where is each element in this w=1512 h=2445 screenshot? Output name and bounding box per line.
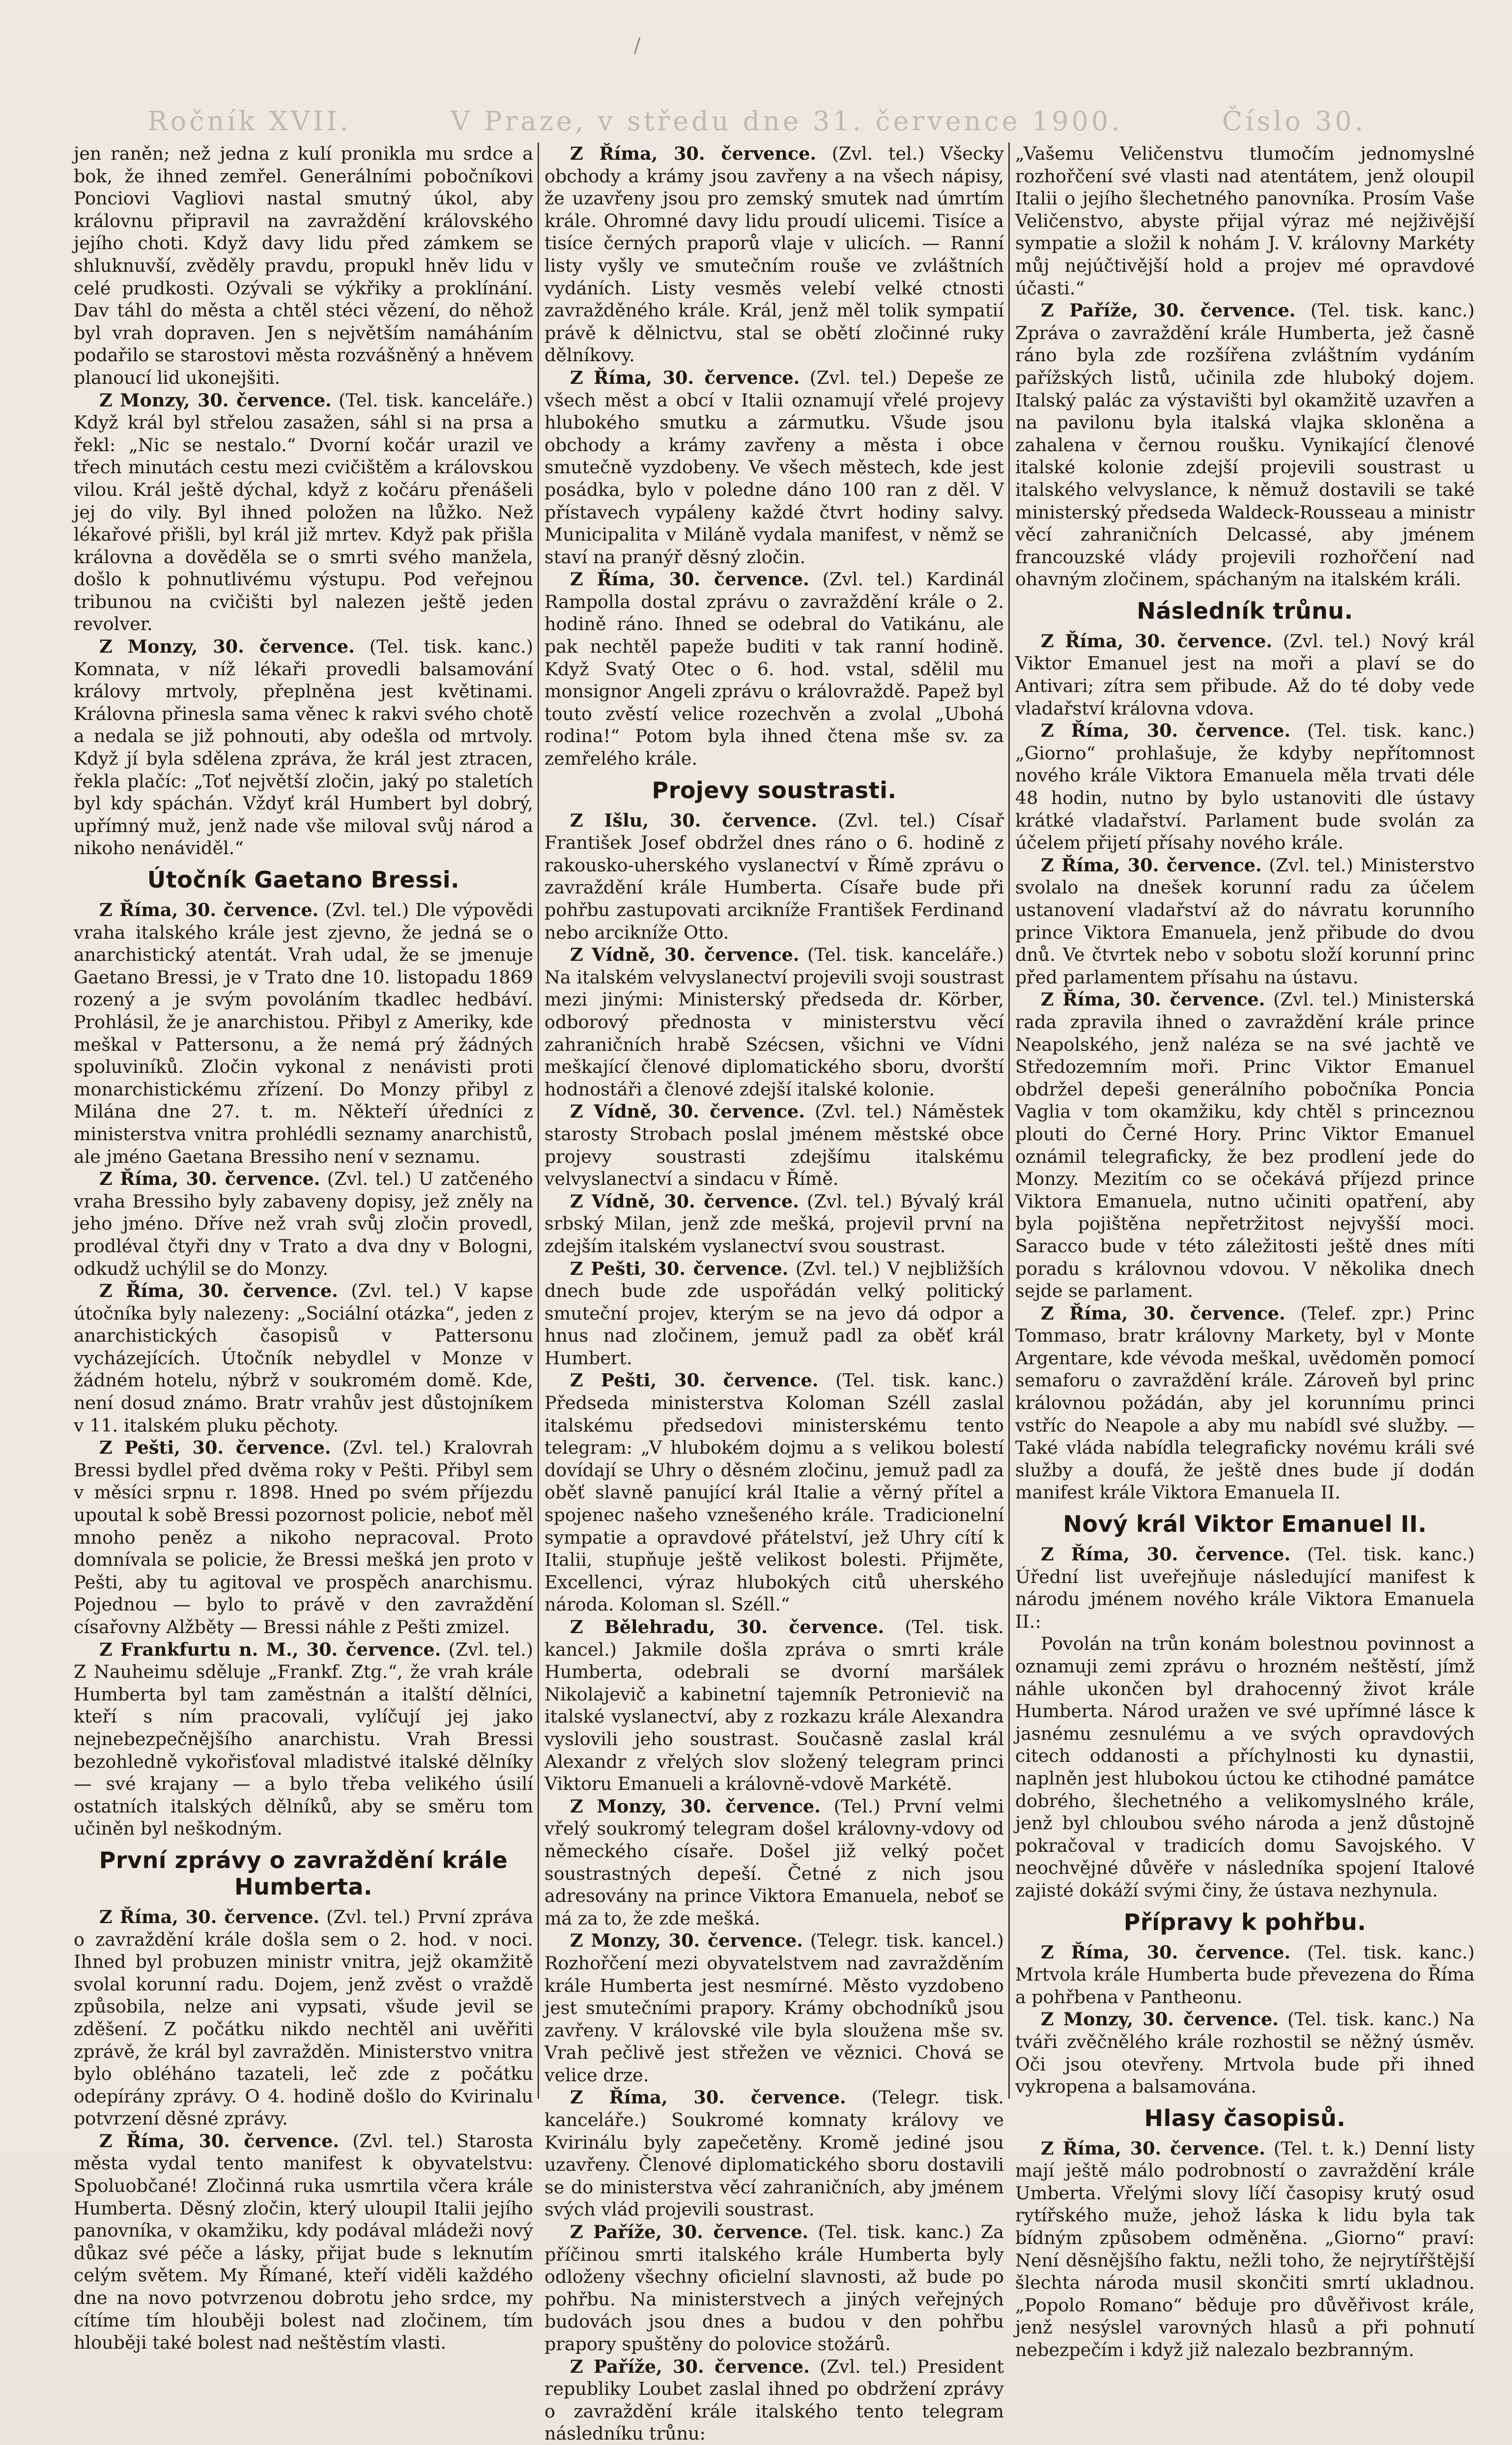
news-paragraph xyxy=(544,367,1004,568)
dateline: Z Monzy, 30. července. xyxy=(99,389,332,411)
dateline: Z Paříže, 30. července. xyxy=(570,2221,809,2243)
paragraph-text: Povolán na trůn konám bolestnou povinnost a oznamuji zemi zprávu o hrozném neštěstí, jímž náhle ukončen byl drahocenný život krále Humberta. Národ uražen ve své upřímné lásce k jasnému zesnulému a ve svých opravdových citech oddanosti a příchylnosti ku dynastii, naplněn jest hlubokou úctou ke ctihodné památce dobrého, šlechetného a velikomyslného krále, jenž byl chloubou svého národa a jenž důstojně pokračoval v tradicích domu Savojského. V neochvějné důvěře v následníka spojení Italové zajisté dokáží svými činy, že ústava nezhynula. xyxy=(1015,1633,1475,1901)
dateline: Z Říma, 30. července. xyxy=(1041,854,1262,876)
dateline: Z Říma, 30. července. xyxy=(1041,1302,1285,1324)
paragraph-text: (Zvl. tel.) Ministerstvo svolalo na dnešek korunní radu za účelem ustanovení vladařství až do návratu korunního prince Viktora Emanuela, jenž přibude do dvou dnů. Ve čtvrtek nebo v sobotu složí korunní princ před parlamentem přísahu na ústavu. xyxy=(1015,854,1475,988)
section-heading: První zprávy o zavraždění krále Humberta. xyxy=(99,1846,508,1900)
news-paragraph xyxy=(544,1190,1004,1258)
dateline: Z Vídně, 30. července. xyxy=(570,1101,805,1122)
dateline: Z Říma, 30. července. xyxy=(570,2087,846,2108)
paragraph-text: (Tel. tisk. kanc.) Za příčinou smrti italského krále Humberta byly odloženy všechny oficielní slavnosti, až bude po pohřbu. Na ministerstvech a jiných veřejných budovách jsou dnes a budou v den pohřbu prapory spuštěny do polovice stožárů. xyxy=(544,2221,1004,2355)
page-mark: / xyxy=(634,34,641,57)
news-paragraph xyxy=(1015,2137,1475,2361)
news-paragraph xyxy=(74,1168,533,1280)
paragraph-text: (Telegr. tisk. kancel.) Rozhořčení mezi obyvatelstvem nad zavražděním krále Humberta jest nesmírné. Město vyzdobeno jest smutečními prapory. Krámy obchodníků jsou zavřeny. V královské vile byla sloužena mše sv. Vrah pečlivě jest střežen ve věznici. Chová se velice drze. xyxy=(544,1930,1004,2086)
section-heading: Následník trůnu. xyxy=(1137,597,1353,624)
paragraph-text: (Zvl. tel.) V nejbližších dnech bude zde uspořádán velký politický smuteční projev, kterým se na jevo dá odpor a hnus nad zločinem, jemuž padl za oběť král Humbert. xyxy=(544,1258,1004,1369)
news-paragraph xyxy=(544,143,1004,367)
dateline: Z Říma, 30. července. xyxy=(1041,1941,1291,1963)
news-paragraph xyxy=(544,1929,1004,2086)
news-paragraph xyxy=(74,1437,533,1638)
dateline: Z Říma, 30. července. xyxy=(570,143,817,164)
paragraph-text: (Tel. tisk. kanc.) Mrtvola krále Humberta bude převezena do Říma a pohřbena v Pantheonu. xyxy=(1015,1941,1475,2008)
dateline: Z Říma, 30. července. xyxy=(99,1906,320,1927)
news-paragraph xyxy=(544,2356,1004,2445)
dateline: Z Pešti, 30. července. xyxy=(570,1258,789,1279)
news-paragraph xyxy=(74,1906,533,2130)
dateline: Z Říma, 30. července. xyxy=(99,899,319,920)
paragraph-text: (Tel. t. k.) Denní listy mají ještě málo podrobností o zavraždění krále Umberta. Vřelými slovy líčí časopisy krutý osud rytířského muže, jehož láska k lidu byla tak bídným způsobem odměněna. „Giorno“ praví: Není děsnějšího faktu, nežli toho, že nejrytířštější šlechta národa musil skončiti smrtí ukladnou. „Popolo Romano“ běduje pro důvěřivost krále, jenž nesýslel varovných hlasů a při pohnutí nebezpečím i když již nalezalo bezbranným. xyxy=(1015,2137,1475,2361)
dateline: Z Monzy, 30. července. xyxy=(99,636,355,658)
news-paragraph xyxy=(1015,1633,1475,1901)
issue-number: Číslo 30. xyxy=(1222,105,1366,137)
dateline: Z Monzy, 30. července. xyxy=(570,1930,803,1952)
dateline: Z Monzy, 30. července. xyxy=(1041,2009,1279,2030)
paragraph-text: (Zvl. tel.) Depeše ze všech měst a obcí v Italii oznamují vřelé projevy hlubokého smutku a zármutku. Všude jsou obchody a krámy zavřeny a města i obce smutečně vyzdobeny. Ve všech městech, kde jest posádka, bylo v poledne dáno 100 ran z děl. V přístavech vypáleny každé čtvrt hodiny salvy. Municipalita v Miláně vydala manifest, v němž se staví na pranýř děsný zločin. xyxy=(544,367,1004,568)
paragraph-text: (Tel. tisk. kanceláře.) Na italském velvyslanectví projevili svoji soustrast mezi jinými: Ministerský předseda dr. Körber, odborový přednosta v ministerstvu věcí zahraničních hrabě Szécsen, všichni ve Vídni meškající členové diplomatického sboru, dvorští hodnostáři a členové zdejší italské kolonie. xyxy=(544,944,1004,1100)
dateline: Z Říma, 30. července. xyxy=(1041,720,1291,742)
news-paragraph xyxy=(1015,1941,1475,2009)
paragraph-text: (Tel. tisk. kanc.) Komnata, v níž lékaři provedli balsamování královy mrtvoly, přeplněna jest květinami. Královna přinesla sama věnec k rakvi svého chotě a nedala se již pohnouti, aby odešla od mrtvoly. Když jí byla sdělena zpráva, že král jest ztracen, řekla plačíc: „Toť největší zločin, jaký po staletích byl kdy spáchán. Vždyť král Humbert byl dobrý, upřímný muž, jenž nade vše miloval svůj národ a nikoho nenáviděl.“ xyxy=(74,636,533,859)
news-paragraph xyxy=(1015,299,1475,591)
paragraph-text: (Zvl. tel.) Všecky obchody a krámy jsou zavřeny a na všech nápisy, že uzavřeny jsou pro zemský smutek nad úmrtím krále. Ohromné davy lidu proudí ulicemi. Tisíce a tisíce černých praporů vlaje v ulicích. — Ranní listy vyšly ve smutečním rouše ve zvláštních vydáních. Listy vesměs velebí velké ctnosti zavražděného krále. Král, jenž měl tolik sympatií právě k dělnictvu, stal se obětí zločinné ruky dělníkovy. xyxy=(544,143,1004,366)
dateline: Z Pešti, 30. července. xyxy=(99,1437,331,1459)
news-paragraph xyxy=(1015,1543,1475,1633)
news-paragraph xyxy=(544,2086,1004,2221)
news-paragraph xyxy=(1015,1302,1475,1504)
paragraph-text: (Zvl. tel.) Dle výpovědi vraha italského krále jest zjevno, že jedná se o anarchistický atentát. Vrah udal, že se jmenuje Gaetano Bressi, je v Trato dne 10. listopadu 1869 rozený a je svým povoláním tkadlec hedbáví. Prohlásil, že je anarchistou. Přibyl z Ameriky, kde meškal v Pattersonu, a že nemá prý žádných spoluviníků. Zločin vykonal z nenávisti proti monarchistickému zřízení. Do Monzy přibyl z Milána dne 27. t. m. Někteří úředníci z ministerstva vnitra prohlédli seznamy anarchistů, ale jméno Gaetana Bressiho není v seznamu. xyxy=(74,899,534,1167)
section-heading: Hlasy časopisů. xyxy=(1144,2104,1346,2131)
dateline: Z Říma, 30. července. xyxy=(99,2130,340,2152)
dateline: Z Říma, 30. července. xyxy=(570,569,809,590)
dateline: Z Pešti, 30. července. xyxy=(570,1370,819,1391)
paragraph-text: (Tel. tisk. kanc.) Zpráva o zavraždění krále Humberta, jež časně ráno byla zde rozšířena zvláštním vydáním pařížských listů, učinila zde hluboký dojem. Italský palác za výstavišti byl okamžitě uzavřen a na pavilonu byla italská vlajka skloněna a zahalena v černou roušku. Vynikající členové italské kolonie zdejší projevili soustrast u italského velvyslance, k němuž dostavili se také ministerský předseda Waldeck-Rousseau a ministr věcí zahraničních Delcassé, aby jménem francouzské vlády projevili rozhořčení nad ohavným zločinem, spáchaným na italském králi. xyxy=(1015,300,1475,590)
dateline: Z Vídně, 30. července. xyxy=(570,1190,799,1212)
paragraph-text: jen raněn; než jedna z kulí pronikla mu srdce a bok, že ihned zemřel. Generálními pobočníkovi Ponciovi Vagliovi nastal smutný úkol, aby královnu připravil na zavraždění královského jejího choti. Když davy lidu před zámkem se shluknuvší, zvěděly pravdu, propukl hněv lidu v celé prudkosti. Ozývali se výkřiky a proklínání. Dav táhl do města a chtěl stéci vězení, do něhož byl vrah dopraven. Jen s největším namáháním podařilo se starostovi města rozvášněný a hněvem planoucí lid ukonejšiti. xyxy=(74,143,533,388)
section-heading: Útočník Gaetano Bressi. xyxy=(147,866,460,893)
dateline: Z Říma, 30. července. xyxy=(99,1168,320,1190)
paragraph-text: „Vašemu Veličenstvu tlumočím jednomyslné rozhořčení své vlasti nad atentátem, jenž oloupil Italii o jejího šlechetného panovníka. Prosím Vaše Veličenstvo, abyste přijal výraz mé nejživější sympatie a složil k nohám J. V. královny Markéty můj nejúčtivější hold a projev mé opravdové účasti.“ xyxy=(1015,143,1475,299)
paragraph-text: (Tel. tisk. kanc.) Na tváři zvěčnělého krále rozhostil se něžný úsměv. Oči jsou otevřeny. Mrtvola bude při ihned vykropena a balsamována. xyxy=(1015,2009,1475,2098)
news-paragraph xyxy=(544,1369,1004,1616)
paragraph-text: (Zvl. tel.) Kardinál Rampolla dostal zprávu o zavraždění krále o 2. hodině ráno. Ihned se odebral do Vatikánu, ale pak nechtěl papeže buditi v tak ranní hodině. Když Svatý Otec o 6. hod. vstal, sdělil mu monsignor Angeli zprávu o královraždě. Papež byl touto zvěstí velice rozechvěn a zvolal „Ubohá rodina!“ Potom byla ihned čtena mše sv. za zemřelého krále. xyxy=(544,569,1004,770)
news-paragraph xyxy=(74,389,533,636)
section-heading: Projevy soustrasti. xyxy=(652,777,897,804)
news-paragraph xyxy=(544,1795,1004,1930)
section-heading: Přípravy k pohřbu. xyxy=(1123,1908,1367,1935)
dateline: Z Říma, 30. července. xyxy=(1041,630,1273,652)
news-paragraph xyxy=(1015,2008,1475,2098)
paragraph-text: (Zvl. tel.) V kapse útočníka byly nalezeny: „Sociální otázka“, jeden z anarchistických časopisů v Pattersonu vycházejících. Útočník nebydlel v Monze v žádném hotelu, nýbrž v soukromém domě. Kde, není dosud známo. Bratr vrahův jest důstojníkem v 11. italském pluku pěchoty. xyxy=(74,1280,534,1436)
column-2 xyxy=(544,143,1004,2445)
news-paragraph xyxy=(1015,630,1475,719)
column-rule-2 xyxy=(1008,143,1010,2099)
paragraph-text: (Zvl. tel.) President republiky Loubet zaslal ihned po obdržení zprávy o zavraždění krále italského tento telegram následníku trůnu: xyxy=(544,2356,1004,2445)
dateline: Z Frankfurtu n. M., 30. července. xyxy=(99,1639,441,1660)
news-paragraph xyxy=(544,1258,1004,1370)
column-3 xyxy=(1015,143,1475,2361)
issue-date: V Praze, v středu dne 31. července 1900. xyxy=(451,105,1123,137)
news-paragraph xyxy=(544,1616,1004,1795)
paragraph-text: (Zvl. tel.) První zpráva o zavraždění krále došla sem o 2. hod. v noci. Ihned byl probuzen ministr vnitra, jejž okamžitě svolal korunní radu. Dojem, jenž zvěst o vraždě způsobila, nelze ani vypsati, všude jevil se zděšení. Z počátku nikdo nechtěl ani uvěřiti zprávě, že král byl zavražděn. Ministerstvo vnitra bylo obléháno tazateli, leč zde z počátku odepírány zprávy. O 4. hodině došlo do Kvirinalu potvrzení děsné zprávy. xyxy=(74,1906,533,2129)
news-paragraph xyxy=(544,809,1004,944)
paragraph-text: (Telegr. tisk. kanceláře.) Soukromé komnaty královy ve Kvirinálu byly zapečetěny. Kromě jediné jsou uzavřeny. Členové diplomatického sboru dostavili se do ministerstva věcí zahraničních, aby jménem svých vlád projevili soustrast. xyxy=(544,2087,1004,2220)
paragraph-text: (Tel. tisk. kanc.) Úřední list uveřejňuje následující manifest k národu jménem nového krále Viktora Emanuela II.: xyxy=(1015,1544,1475,1632)
dateline: Z Monzy, 30. července. xyxy=(570,1795,821,1817)
news-paragraph xyxy=(1015,988,1475,1302)
dateline: Z Říma, 30. července. xyxy=(570,367,800,388)
news-paragraph xyxy=(74,143,533,389)
news-paragraph xyxy=(74,899,533,1168)
paragraph-text: (Zvl. tel.) Ministerská rada zpravila ihned o zavraždění krále prince Neapolského, jenž naléza se na své jachtě ve Středozemním moři. Princ Viktor Emanuel obdržel depeši generálního pobočníka Poncia Vaglia v tom okamžiku, kdy chtěl s princeznou plouti do Černé Hory. Princ Viktor Emanuel oznámil telegraficky, že bez prodlení jede do Monzy. Mezitím co se očekává příjezd prince Viktora Emanuela, nutno učiniti opatření, aby byla pojištěna nepřetržitost nejvyšší moci. Saracco bude v této záležitosti ještě dnes míti poradu s královnou vdovou. V několika dnech sejde se parlament. xyxy=(1015,989,1475,1302)
paragraph-text: (Telef. zpr.) Princ Tommaso, bratr královny Markety, byl v Monte Argentare, kde vévoda meškal, uvědoměn pomocí semaforu o zavraždění krále. Zároveň byl princ královnou požádán, aby jel korunnímu princi vstříc do Neapole a aby mu nabídl své služby. — Také vláda nabídla telegraficky novému králi své služby a doufá, že ještě dnes bude jí dodán manifest krále Viktora Emanuela II. xyxy=(1015,1302,1475,1503)
paragraph-text: (Zvl. tel.) Nový král Viktor Emanuel jest na moři a plaví se do Antivari; zítra sem přibude. Až do té doby vede vladařství královna vdova. xyxy=(1015,630,1475,719)
dateline: Z Říma, 30. července. xyxy=(99,1280,338,1302)
paragraph-text: (Tel. tisk. kanc.) „Giorno“ prohlašuje, že kdyby nepřítomnost nového krále Viktora Emanuela měla trvati déle 48 hodin, nutno by bylo ustanoviti dle ústavy krátké vladařství. Parlament bude svolán za účelem přijetí přísahy nového krále. xyxy=(1015,720,1475,854)
masthead-strip xyxy=(147,101,1366,141)
dateline: Z Říma, 30. července. xyxy=(1041,989,1265,1010)
paragraph-text: (Tel. tisk. kancel.) Jakmile došla zpráva o smrti krále Humberta, odebrali se dvorní maršálek Nikolajevič a kabinetní tajemník Petronievič na italské vyslanectví, aby z rozkazu krále Alexandra vyslovili jeho soustrast. Současně zaslal král Alexandr z vřelých slov složený telegram princi Viktoru Emanueli a královně-vdově Markétě. xyxy=(544,1616,1004,1795)
section-heading: Nový král Viktor Emanuel II. xyxy=(1063,1511,1427,1538)
column-rule-1 xyxy=(538,143,539,2099)
news-paragraph xyxy=(544,568,1004,770)
dateline: Z Paříže, 30. července. xyxy=(570,2356,810,2377)
news-paragraph xyxy=(1015,854,1475,989)
news-paragraph xyxy=(1015,719,1475,854)
paragraph-text: (Tel.) První velmi vřelý soukromý telegram došel královny-vdovy od německého císaře. Došel již velký počet soustrastných depeší. Četné z nich jsou adresovány na prince Viktora Emanuela, neboť se má za to, že zde mešká. xyxy=(544,1795,1004,1929)
dateline: Z Říma, 30. července. xyxy=(1041,2137,1265,2159)
news-paragraph xyxy=(1015,143,1475,299)
paragraph-text: (Zvl. tel.) Bývalý král srbský Milan, jenž zde mešká, projevil první na zdejším italském vyslanectví svou soustrast. xyxy=(544,1190,1004,1257)
paragraph-text: (Tel. tisk. kanc.) Předseda ministerstva Koloman Széll zaslal italskému předsedovi ministerskému tento telegram: „V hlubokém dojmu a s velikou bolestí dovídají se Uhry o děsném zločinu, jemuž padl za oběť slavně panující král Italie a věrný přítel a spojenec našeho vznešeného krále. Tradicionelní sympatie a opravdové přátelství, jež Uhry cítí k Italii, stupňuje ještě velikost bolesti. Přijměte, Excellenci, výraz hlubokých citů uherského národa. Koloman sl. Széll.“ xyxy=(544,1370,1004,1615)
paragraph-text: (Zvl. tel.) Kralovrah Bressi bydlel před dvěma roky v Pešti. Přibyl sem v měsíci srpnu r. 1898. Hned po svém příjezdu upoutal k sobě Bressi pozornost policie, neboť měl mnoho peněz a nikoho nepracoval. Proto domnívala se policie, že Bressi mešká jen proto v Pešti, aby tu agitoval ve prospěch anarchismu. Pojednou — bylo to právě v den zavraždění císařovny Alžběty — Bressi náhle z Pešti zmizel. xyxy=(74,1437,534,1638)
news-paragraph xyxy=(544,944,1004,1100)
news-paragraph xyxy=(544,2221,1004,2356)
dateline: Z Bělehradu, 30. července. xyxy=(570,1616,884,1638)
dateline: Z Vídně, 30. července. xyxy=(570,944,799,966)
news-paragraph xyxy=(74,1639,533,1840)
dateline: Z Říma, 30. července. xyxy=(1041,1544,1291,1565)
paragraph-text: (Zvl. tel.) Z Nauheimu sděluje „Frankf. Ztg.“, že vrah krále Humberta byl tam zaměstnán a italští dělníci, kteří s ním pracovali, vylíčují jej jako nejnebezpečnějšího anarchistu. Vrah Bressi bezohledně vykořisťoval mladistvé italské dělníky — své krajany — a bylo třeba velikého úsilí ostatních italských dělníků, aby se směru tom učiněn byl neškodným. xyxy=(74,1639,534,1840)
news-paragraph xyxy=(74,635,533,860)
news-paragraph xyxy=(544,1100,1004,1190)
paragraph-text: (Zvl. tel.) Starosta města vydal tento manifest k obyvatelstvu: Spoluobčané! Zločinná ruka usmrtila včera krále Humberta. Děsný zločin, který uloupil Italii jejího panovníka, v okamžiku, kdy podával mládeži nový důkaz své péče a lásky, přijat bude s leknutím celým světem. My Římané, kteří viděli každého dne na novo potvrzenou dobrotu jeho srdce, my cítíme tím hlouběji bolest nad zločinem, tím hlouběji také bolest nad neštěstím vlasti. xyxy=(74,2130,533,2354)
paragraph-text: (Zvl. tel.) Náměstek starosty Strobach poslal jménem městské obce projevy soustrasti zdejšímu italskému velvyslanectví a sindacu v Římě. xyxy=(544,1101,1004,1190)
news-paragraph xyxy=(74,2130,533,2354)
column-1 xyxy=(74,143,534,2354)
paragraph-text: (Zvl. tel.) U zatčeného vraha Bressiho byly zabaveny dopisy, jež zněly na jeho jméno. Dříve než vrah svůj zločin provedl, prodléval čtyři dny v Trato a dva dny v Bologni, odkudž uchýlil se do Monzy. xyxy=(74,1168,533,1279)
dateline: Z Išlu, 30. července. xyxy=(570,809,818,831)
volume-label: Ročník XVII. xyxy=(147,105,351,137)
dateline: Z Paříže, 30. července. xyxy=(1041,300,1296,321)
paragraph-text: (Tel. tisk. kanceláře.) Když král byl střelou zasažen, sáhl si na prsa a řekl: „Nic se nestalo.“ Dvorní kočár urazil ve třech minutách cestu mezi cvičištěm a královskou vilou. Král ještě dýchal, když z kočáru přenášeli jej do vily. Byl ihned položen na lůžko. Než lékařové přišli, byl král již mrtev. Když pak přišla královna a dověděla se o smrti svého manžela, došlo k pohnutlivému výstupu. Pod veřejnou tribunou na cvičišti byl nalezen ještě jeden revolver. xyxy=(74,389,533,635)
news-paragraph xyxy=(74,1280,533,1437)
paragraph-text: (Zvl. tel.) Císař František Josef obdržel dnes ráno o 6. hodině z rakousko-uherského vyslanectví v Římě zprávu o zavraždění krále Humberta. Císaře bude při pohřbu zastupovati arcikníže František Ferdinand nebo arcikníže Otto. xyxy=(544,809,1004,943)
